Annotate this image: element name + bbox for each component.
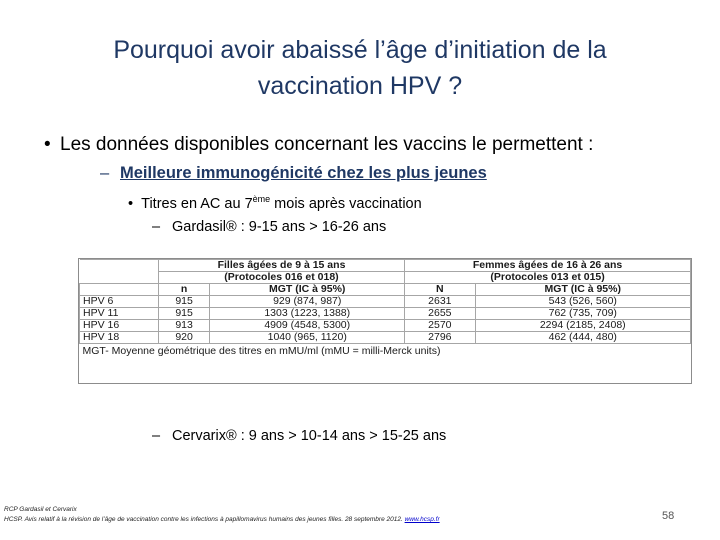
row-mgt1: 4909 (4548, 5300) [210, 320, 405, 332]
bullet-3-sup: ème [252, 194, 271, 204]
row-mgt2: 543 (526, 560) [475, 296, 690, 308]
table-footer: MGT- Moyenne géométrique des titres en mMU/ml (mMU = milli-Merck units) [82, 345, 441, 357]
col-n1-header: n [158, 284, 209, 296]
row-mgt2: 762 (735, 709) [475, 308, 690, 320]
group-2-header: Femmes âgées de 16 à 26 ans [405, 260, 691, 272]
row-type: HPV 18 [80, 332, 159, 344]
row-n1: 920 [158, 332, 209, 344]
row-mgt2: 2294 (2185, 2408) [475, 320, 690, 332]
table-row [80, 296, 691, 308]
bullet-5-text: Cervarix® : 9 ans > 10-14 ans > 15-25 ans [172, 428, 447, 444]
bullet-cervarix [152, 428, 446, 444]
row-n1: 915 [158, 308, 209, 320]
row-mgt2: 462 (444, 480) [475, 332, 690, 344]
col-mgt1-header: MGT (IC à 95%) [210, 284, 405, 296]
row-mgt1: 1040 (965, 1120) [210, 332, 405, 344]
dash-icon: – [152, 219, 161, 235]
col-mgt2-header: MGT (IC à 95%) [475, 284, 690, 296]
bullet-gardasil [152, 219, 386, 235]
row-mgt1: 1303 (1223, 1388) [210, 308, 405, 320]
dash-icon: – [152, 428, 161, 444]
bullet-dot-icon: • [128, 195, 142, 212]
row-type: HPV 16 [80, 320, 159, 332]
bullet-4-text: Gardasil® : 9-15 ans > 16-26 ans [172, 219, 387, 235]
row-n1: 913 [158, 320, 209, 332]
immunogenicity-table [78, 258, 692, 384]
group-1-subheader: (Protocoles 016 et 018) [158, 272, 404, 284]
table-row [80, 320, 691, 332]
bullet-3-before: Titres en AC au 7 [141, 195, 253, 212]
row-type: HPV 11 [80, 308, 159, 320]
row-mgt1: 929 (874, 987) [210, 296, 405, 308]
bullet-dot-icon: • [44, 134, 51, 155]
empty-header-cell [80, 284, 159, 296]
footnote-reference: HCSP. Avis relatif à la révision de l’âge de vaccination contre les infections à papillomavirus humains des jeunes filles. 28 septembre 2012. [4, 516, 403, 523]
slide-title [40, 32, 680, 104]
title-line-2: vaccination HPV ? [257, 72, 463, 100]
table-row [80, 308, 691, 320]
title-line-1: Pourquoi avoir abaissé l’âge d’initiation de la [113, 36, 607, 64]
group-2-subheader: (Protocoles 013 et 015) [405, 272, 691, 284]
row-n2: 2631 [405, 296, 475, 308]
col-n2-header: N [405, 284, 475, 296]
group-1-header: Filles âgées de 9 à 15 ans [158, 260, 404, 272]
row-type: HPV 6 [80, 296, 159, 308]
bullet-level-2 [100, 164, 487, 183]
footnote-link[interactable]: www.hcsp.fr [404, 516, 440, 523]
bullet-2-text: Meilleure immunogénicité chez les plus jeunes [120, 164, 487, 182]
row-n2: 2796 [405, 332, 475, 344]
row-n1: 915 [158, 296, 209, 308]
bullet-level-1 [44, 134, 593, 156]
table-row [80, 332, 691, 344]
empty-header-cell [80, 260, 159, 284]
page-number: 58 [662, 510, 675, 522]
row-n2: 2655 [405, 308, 475, 320]
bullet-3-after: mois après vaccination [270, 195, 422, 212]
dash-icon: – [100, 164, 110, 182]
bullet-1-text: Les données disponibles concernant les vaccins le permettent : [60, 134, 594, 155]
footnote [4, 505, 440, 525]
footnote-line-2 [4, 515, 440, 525]
row-n2: 2570 [405, 320, 475, 332]
bullet-level-3 [128, 194, 422, 212]
footnote-line-1: RCP Gardasil et Cervarix [4, 506, 77, 513]
